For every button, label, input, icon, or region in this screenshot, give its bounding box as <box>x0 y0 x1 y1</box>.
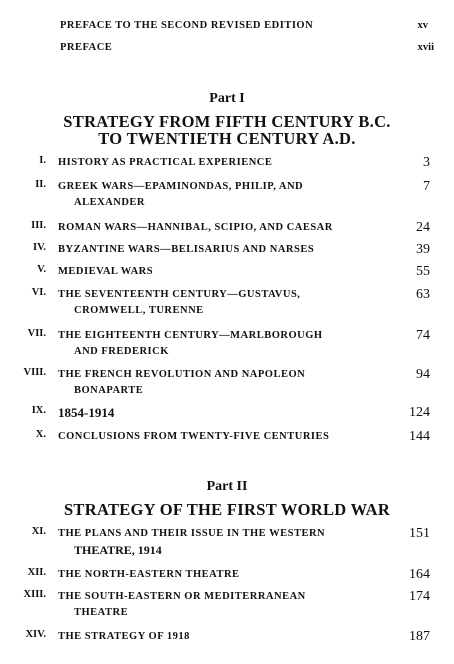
chapter-title-line: THE PLANS AND THEIR ISSUE IN THE WESTERN <box>58 528 326 539</box>
chapter-number: VII. <box>27 328 46 339</box>
chapter-title-line: THE FRENCH REVOLUTION AND NAPOLEON <box>58 369 306 380</box>
chapter-page: 55 <box>416 264 430 279</box>
chapter-title-line: THE SOUTH-EASTERN OR MEDITERRANEAN <box>58 591 306 602</box>
chapter-page: 24 <box>416 220 430 235</box>
chapter-page: 144 <box>409 429 430 444</box>
chapter-page: 74 <box>416 328 430 343</box>
chapter-number: IV. <box>33 242 46 253</box>
chapter-page: 94 <box>416 367 430 382</box>
frontmatter-title: PREFACE <box>60 42 113 53</box>
chapter-title <box>58 526 383 558</box>
chapter-number: XI. <box>31 526 46 537</box>
chapter-number: II. <box>35 179 46 190</box>
part-title-line: STRATEGY OF THE FIRST WORLD WAR <box>63 500 391 519</box>
chapter-page: 187 <box>409 629 430 644</box>
part-heading: Part I <box>209 91 245 106</box>
chapter-title-line: THE SEVENTEENTH CENTURY—GUSTAVUS, <box>58 289 301 300</box>
chapter-title <box>58 287 383 319</box>
chapter-title <box>58 429 383 445</box>
chapter-number: VI. <box>31 287 46 298</box>
chapter-page: 7 <box>423 179 430 194</box>
chapter-title-line: CONCLUSIONS FROM TWENTY-FIVE CENTURIES <box>58 431 330 442</box>
chapter-title-line: 1854-1914 <box>58 405 115 420</box>
chapter-number: IX. <box>31 405 46 416</box>
chapter-title-continuation: BONAPARTE <box>74 385 144 396</box>
chapter-page: 124 <box>409 405 430 420</box>
chapter-page: 174 <box>409 589 430 604</box>
chapter-title-continuation: THEATRE <box>74 607 129 618</box>
part-heading: Part II <box>206 479 248 494</box>
frontmatter-title: PREFACE TO THE SECOND REVISED EDITION <box>60 20 314 31</box>
chapter-title <box>58 179 383 211</box>
chapter-title-line: BYZANTINE WARS—BELISARIUS AND NARSES <box>58 244 315 255</box>
chapter-number: III. <box>31 220 46 231</box>
chapter-number: XIV. <box>25 629 46 640</box>
chapter-title-line: GREEK WARS—EPAMINONDAS, PHILIP, AND <box>58 181 304 192</box>
part-title-line: TO TWENTIETH CENTURY A.D. <box>98 129 356 148</box>
chapter-title <box>58 367 383 399</box>
chapter-title <box>58 405 383 421</box>
chapter-page: 63 <box>416 287 430 302</box>
chapter-page: 151 <box>409 526 430 541</box>
chapter-number: XIII. <box>23 589 46 600</box>
part-title-line: STRATEGY FROM FIFTH CENTURY B.C. <box>63 112 391 131</box>
frontmatter-page: xvii <box>417 42 434 53</box>
chapter-title-line: THE STRATEGY OF 1918 <box>58 631 190 642</box>
chapter-page: 164 <box>409 567 430 582</box>
chapter-title <box>58 589 383 621</box>
chapter-number: I. <box>39 155 46 166</box>
chapter-number: X. <box>35 429 46 440</box>
chapter-title-line: MEDIEVAL WARS <box>58 266 154 277</box>
chapter-title <box>58 328 383 360</box>
chapter-title-line: THE NORTH-EASTERN THEATRE <box>58 569 240 580</box>
chapter-title <box>58 264 383 280</box>
chapter-title-continuation: CROMWELL, TURENNE <box>74 305 204 316</box>
chapter-title-line: THE EIGHTEENTH CENTURY—MARLBOROUGH <box>58 330 323 341</box>
chapter-page: 39 <box>416 242 430 257</box>
chapter-title-line: ROMAN WARS—HANNIBAL, SCIPIO, AND CAESAR <box>58 222 333 233</box>
chapter-title <box>58 220 383 236</box>
chapter-number: V. <box>37 264 46 275</box>
chapter-number: XII. <box>27 567 46 578</box>
chapter-title <box>58 242 383 258</box>
chapter-title-continuation: AND FREDERICK <box>74 346 169 357</box>
frontmatter-page: xv <box>417 20 428 31</box>
chapter-title-continuation: ALEXANDER <box>74 197 146 208</box>
chapter-title <box>58 629 383 645</box>
chapter-title-line: HISTORY AS PRACTICAL EXPERIENCE <box>58 157 273 168</box>
chapter-number: VIII. <box>23 367 46 378</box>
chapter-title-continuation: THEATRE, 1914 <box>74 543 162 557</box>
chapter-title <box>58 155 383 171</box>
chapter-title <box>58 567 383 583</box>
chapter-page: 3 <box>423 155 430 170</box>
